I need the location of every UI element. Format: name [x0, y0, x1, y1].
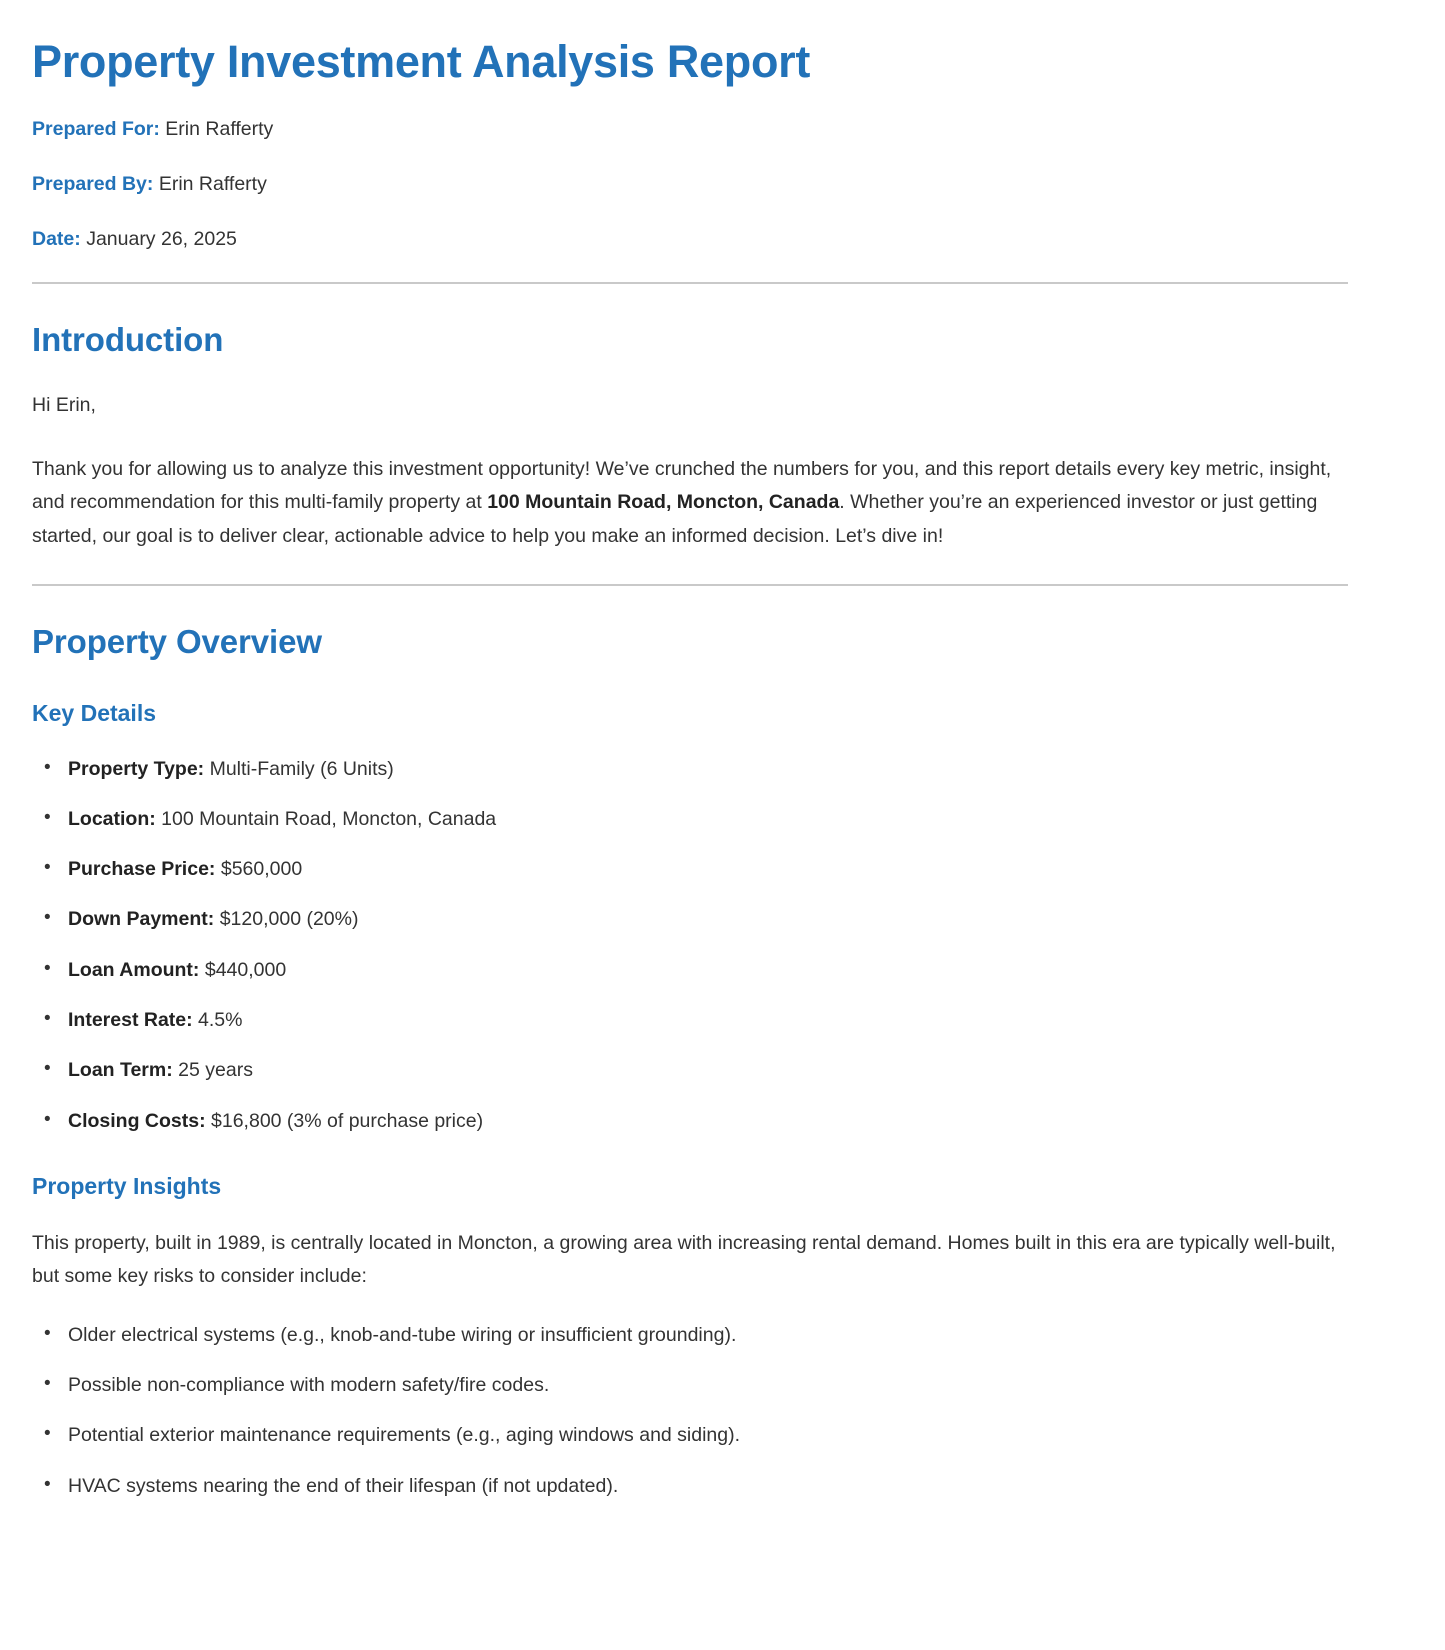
key-detail-label: Location: — [68, 807, 156, 830]
key-detail-value: $560,000 — [220, 858, 303, 881]
key-detail-label: Loan Term: — [68, 1059, 173, 1082]
list-item: • Older electrical systems (e.g., knob-and-tube wiring or insufficient grounding). — [32, 1322, 1413, 1349]
key-detail-value: 25 years — [178, 1059, 253, 1082]
meta-date-label: Date: — [32, 228, 81, 251]
introduction-heading: Introduction — [32, 320, 224, 358]
introduction-body-part1: Thank you for allowing us to analyze this investment opportunity! We’ve crunched the numbers for you, and this report details every key metric, insight, and recommendation for this multi-family property at — [32, 457, 1332, 514]
report-metadata — [32, 116, 1413, 253]
list-item — [32, 957, 1413, 984]
page-title: Property Investment Analysis Report — [32, 36, 811, 87]
key-detail-label: Purchase Price: — [68, 858, 216, 881]
list-item — [32, 1108, 1413, 1135]
meta-prepared-by-value: Erin Rafferty — [158, 173, 267, 196]
key-detail-label: Loan Amount: — [68, 958, 200, 981]
list-item — [32, 806, 1413, 833]
meta-prepared-by-label: Prepared By: — [32, 173, 154, 196]
property-insights-heading: Property Insights — [32, 1172, 222, 1199]
property-overview-heading: Property Overview — [32, 623, 322, 661]
list-item — [32, 1007, 1413, 1034]
list-item — [32, 1057, 1413, 1084]
meta-prepared-for — [32, 116, 1413, 142]
list-item: • Possible non-compliance with modern safety/fire codes. — [32, 1372, 1413, 1399]
meta-prepared-for-value: Erin Rafferty — [165, 117, 274, 140]
list-item: • Potential exterior maintenance requirements (e.g., aging windows and siding). — [32, 1422, 1413, 1449]
list-item: • HVAC systems nearing the end of their lifespan (if not updated). — [32, 1473, 1413, 1500]
key-detail-label: Interest Rate: — [68, 1009, 193, 1032]
introduction-body-part2: . Whether you’re an experienced investor or just getting started, our goal is to deliver clear, actionable advice to help you make an informed decision. Let’s dive in! — [32, 491, 1318, 547]
introduction-body — [32, 423, 1348, 554]
key-detail-value: Multi-Family (6 Units) — [209, 757, 394, 780]
meta-prepared-for-label: Prepared For: — [32, 117, 160, 140]
key-details-heading: Key Details — [32, 700, 157, 726]
key-detail-value: 100 Mountain Road, Moncton, Canada — [161, 807, 497, 830]
key-detail-value: $440,000 — [204, 958, 287, 981]
introduction-greeting: Hi Erin, — [32, 394, 96, 417]
key-detail-label: Down Payment: — [68, 908, 215, 931]
key-details-list — [32, 728, 1413, 1135]
key-detail-value: $120,000 (20%) — [219, 908, 359, 931]
list-item — [32, 756, 1413, 783]
meta-date — [32, 226, 1413, 252]
meta-prepared-by — [32, 171, 1413, 197]
key-detail-value: 4.5% — [198, 1009, 243, 1032]
introduction-section — [32, 284, 1413, 554]
property-overview-section — [32, 586, 1413, 1499]
list-item — [32, 906, 1413, 933]
list-item — [32, 856, 1413, 883]
property-risks-list — [32, 1294, 1413, 1500]
meta-date-value: January 26, 2025 — [86, 228, 237, 251]
introduction-property-address: 100 Mountain Road, Moncton, Canada — [487, 491, 840, 514]
key-detail-label: Property Type: — [68, 757, 205, 780]
key-detail-label: Closing Costs: — [68, 1109, 206, 1132]
key-detail-value: $16,800 (3% of purchase price) — [211, 1109, 484, 1132]
property-insights-intro: This property, built in 1989, is centrally located in Moncton, a growing area with increasing rental demand. Homes built in this era are typically well-built, but some key risks to consider include: — [32, 1231, 1336, 1288]
